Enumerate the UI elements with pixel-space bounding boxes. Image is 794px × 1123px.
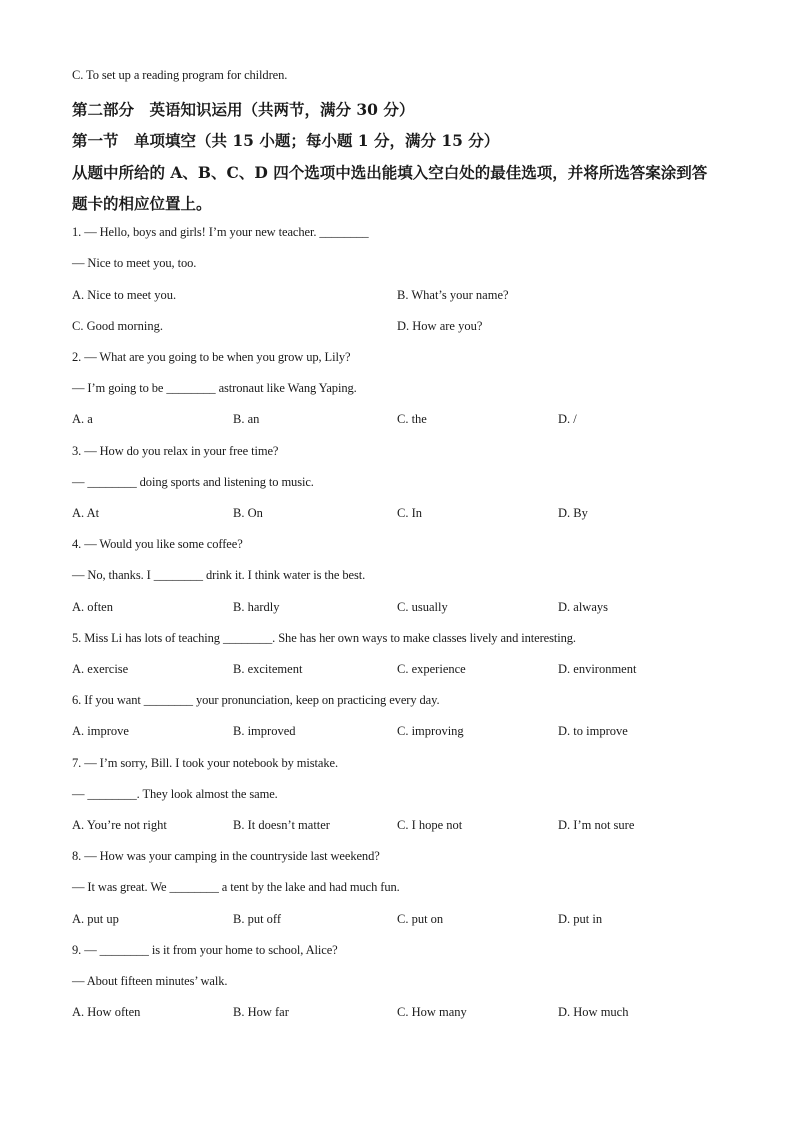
q7-option-d: D. I’m not sure [558, 818, 635, 832]
previous-question-option-c: C. To set up a reading program for children. [72, 68, 288, 82]
q4-prompt: 4. — Would you like some coffee? [72, 537, 243, 551]
q3-option-b: B. On [233, 506, 263, 520]
q1-option-b: B. What’s your name? [397, 288, 509, 302]
part-heading: 第二部分 英语知识运用（共两节，满分 30 分） [72, 100, 415, 119]
q9-reply: — About fifteen minutes’ walk. [72, 974, 228, 988]
q7-prompt: 7. — I’m sorry, Bill. I took your notebook by mistake. [72, 756, 338, 770]
q1-option-c: C. Good morning. [72, 319, 163, 333]
q5-option-b: B. excitement [233, 662, 303, 676]
q3-option-a: A. At [72, 506, 100, 520]
q2-option-c: C. the [397, 412, 427, 426]
q5-option-c: C. experience [397, 662, 466, 676]
q2-option-b: B. an [233, 412, 260, 426]
q4-reply: — No, thanks. I ________ drink it. I think water is the best. [72, 568, 366, 582]
q9-prompt: 9. — ________ is it from your home to school, Alice? [72, 943, 338, 957]
q6-option-b: B. improved [233, 724, 296, 738]
q3-option-d: D. By [558, 506, 588, 520]
q9-option-c: C. How many [397, 1005, 467, 1019]
q2-prompt: 2. — What are you going to be when you grow up, Lily? [72, 350, 351, 364]
q3-prompt: 3. — How do you relax in your free time? [72, 444, 279, 458]
q6-option-d: D. to improve [558, 724, 628, 738]
q8-option-a: A. put up [72, 912, 119, 926]
q4-option-b: B. hardly [233, 600, 280, 614]
q2-reply: — I’m going to be ________ astronaut like Wang Yaping. [72, 381, 357, 395]
q8-option-d: D. put in [558, 912, 603, 926]
instruction-line-1: 从题中所给的 A、B、C、D 四个选项中选出能填入空白处的最佳选项，并将所选答案涂到答 [72, 163, 708, 182]
q8-option-b: B. put off [233, 912, 282, 926]
q6-option-c: C. improving [397, 724, 464, 738]
q3-reply: — ________ doing sports and listening to music. [72, 475, 314, 489]
q6-prompt: 6. If you want ________ your pronunciation, keep on practicing every day. [72, 693, 440, 707]
q5-option-a: A. exercise [72, 662, 129, 676]
q7-option-c: C. I hope not [397, 818, 463, 832]
q4-option-d: D. always [558, 600, 608, 614]
q1-option-d: D. How are you? [397, 319, 483, 333]
q7-option-b: B. It doesn’t matter [233, 818, 330, 832]
section-heading: 第一节 单项填空（共 15 小题；每小题 1 分，满分 15 分） [72, 131, 500, 150]
q7-reply: — ________. They look almost the same. [72, 787, 278, 801]
q8-prompt: 8. — How was your camping in the countryside last weekend? [72, 849, 380, 863]
q1-option-a: A. Nice to meet you. [72, 288, 177, 302]
q3-option-c: C. In [397, 506, 422, 520]
q1-reply: — Nice to meet you, too. [72, 256, 197, 270]
q9-option-a: A. How often [72, 1005, 141, 1019]
q5-prompt: 5. Miss Li has lots of teaching ________. She has her own ways to make classes lively and interesting. [72, 631, 576, 645]
q2-option-d: D. / [558, 412, 577, 426]
q8-reply: — It was great. We ________ a tent by the lake and had much fun. [72, 880, 400, 894]
q1-prompt: 1. — Hello, boys and girls! I’m your new teacher. ________ [72, 225, 369, 239]
q5-option-d: D. environment [558, 662, 637, 676]
q8-option-c: C. put on [397, 912, 444, 926]
q9-option-b: B. How far [233, 1005, 289, 1019]
q6-option-a: A. improve [72, 724, 129, 738]
q9-option-d: D. How much [558, 1005, 629, 1019]
q4-option-a: A. often [72, 600, 113, 614]
q7-option-a: A. You’re not right [72, 818, 167, 832]
q2-option-a: A. a [72, 412, 93, 426]
instruction-line-2: 题卡的相应位置上。 [72, 194, 212, 213]
q4-option-c: C. usually [397, 600, 448, 614]
